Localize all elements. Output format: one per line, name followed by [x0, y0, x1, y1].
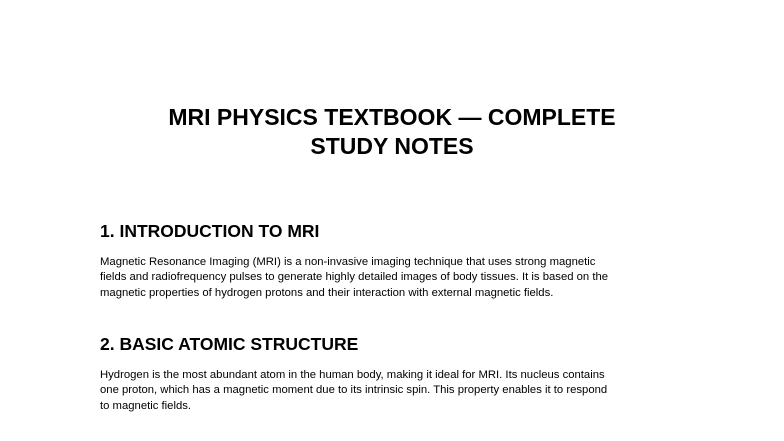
paragraph-line: Magnetic Resonance Imaging (MRI) is a non-invasive imaging technique that uses strong magnetic: [100, 256, 596, 268]
paragraph-line: to magnetic fields.: [100, 399, 192, 412]
section-heading-introduction: 1. INTRODUCTION TO MRI: [100, 221, 320, 241]
section-paragraph-introduction: [100, 255, 690, 301]
section-paragraph-atomic-structure: [100, 368, 690, 414]
paragraph-line: fields and radiofrequency pulses to generate highly detailed images of body tissues. It is based on the: [100, 271, 609, 284]
paragraph-line: magnetic properties of hydrogen protons and their interaction with external magnetic fields.: [100, 286, 554, 299]
section-heading-atomic-structure: 2. BASIC ATOMIC STRUCTURE: [100, 334, 359, 354]
paragraph-line: one proton, which has a magnetic moment due to its intrinsic spin. This property enables it to respond: [100, 384, 608, 397]
document-title-line: MRI PHYSICS TEXTBOOK — COMPLETE: [168, 104, 616, 130]
document-title: [92, 103, 692, 161]
document-title-line: STUDY NOTES: [310, 133, 474, 159]
paragraph-line: Hydrogen is the most abundant atom in the human body, making it ideal for MRI. Its nucleus contains: [100, 369, 605, 381]
